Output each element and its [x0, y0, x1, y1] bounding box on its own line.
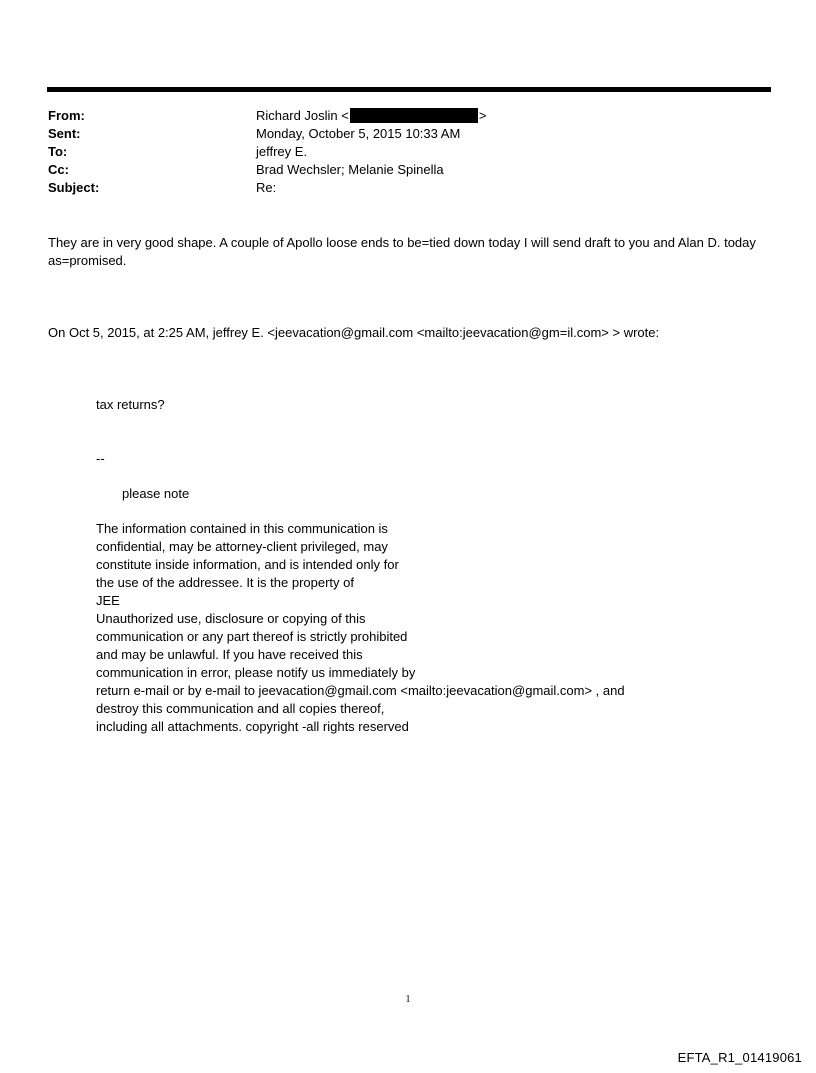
from-name: Richard Joslin <: [256, 108, 349, 123]
quote-header: On Oct 5, 2015, at 2:25 AM, jeffrey E. <jeevacation@gmail.com <mailto:jeevacation@gm=il.com> > wrote:: [48, 325, 660, 340]
cc-label: Cc:: [48, 162, 69, 177]
from-label: From:: [48, 108, 85, 123]
document-id: EFTA_R1_01419061: [677, 1050, 802, 1065]
to-row: [48, 143, 768, 161]
disclaimer-line: communication in error, please notify us immediately by: [96, 665, 416, 680]
disclaimer-line: and may be unlawful. If you have received this: [96, 647, 363, 662]
header-divider: [47, 87, 771, 92]
disclaimer-line: communication or any part thereof is strictly prohibited: [96, 629, 408, 644]
email-header: [48, 107, 768, 197]
disclaimer-line: The information contained in this communication is: [96, 521, 388, 536]
page-number: 1: [405, 994, 411, 1005]
disclaimer: [96, 520, 736, 736]
subject-value: Re:: [256, 180, 277, 195]
disclaimer-line: JEE: [96, 593, 120, 608]
disclaimer-line: Unauthorized use, disclosure or copying of this: [96, 611, 366, 626]
disclaimer-line: constitute inside information, and is intended only for: [96, 557, 399, 572]
disclaimer-line: destroy this communication and all copies thereof,: [96, 701, 385, 716]
cc-row: [48, 161, 768, 179]
please-note: please note: [122, 486, 190, 501]
sent-row: [48, 125, 768, 143]
sent-label: Sent:: [48, 126, 81, 141]
reply-text: They are in very good shape. A couple of Apollo loose ends to be=tied down today I will send draft to you and Alan D. today as=promised.: [48, 235, 756, 268]
redaction-box: [350, 108, 478, 123]
from-value: [256, 107, 486, 125]
disclaimer-line: the use of the addressee. It is the property of: [96, 575, 354, 590]
from-row: [48, 107, 768, 125]
signature-separator: --: [96, 451, 105, 466]
quoted-question: tax returns?: [96, 397, 165, 412]
to-label: To:: [48, 144, 68, 159]
subject-label: Subject:: [48, 180, 100, 195]
disclaimer-line: confidential, may be attorney-client privileged, may: [96, 539, 388, 554]
subject-row: [48, 179, 768, 197]
disclaimer-line: return e-mail or by e-mail to jeevacation@gmail.com <mailto:jeevacation@gmail.com> , and: [96, 683, 625, 698]
sent-value: Monday, October 5, 2015 10:33 AM: [256, 126, 461, 141]
disclaimer-line: including all attachments. copyright -all rights reserved: [96, 719, 409, 734]
to-value: jeffrey E.: [256, 144, 308, 159]
cc-value: Brad Wechsler; Melanie Spinella: [256, 162, 444, 177]
from-close: >: [478, 108, 487, 123]
